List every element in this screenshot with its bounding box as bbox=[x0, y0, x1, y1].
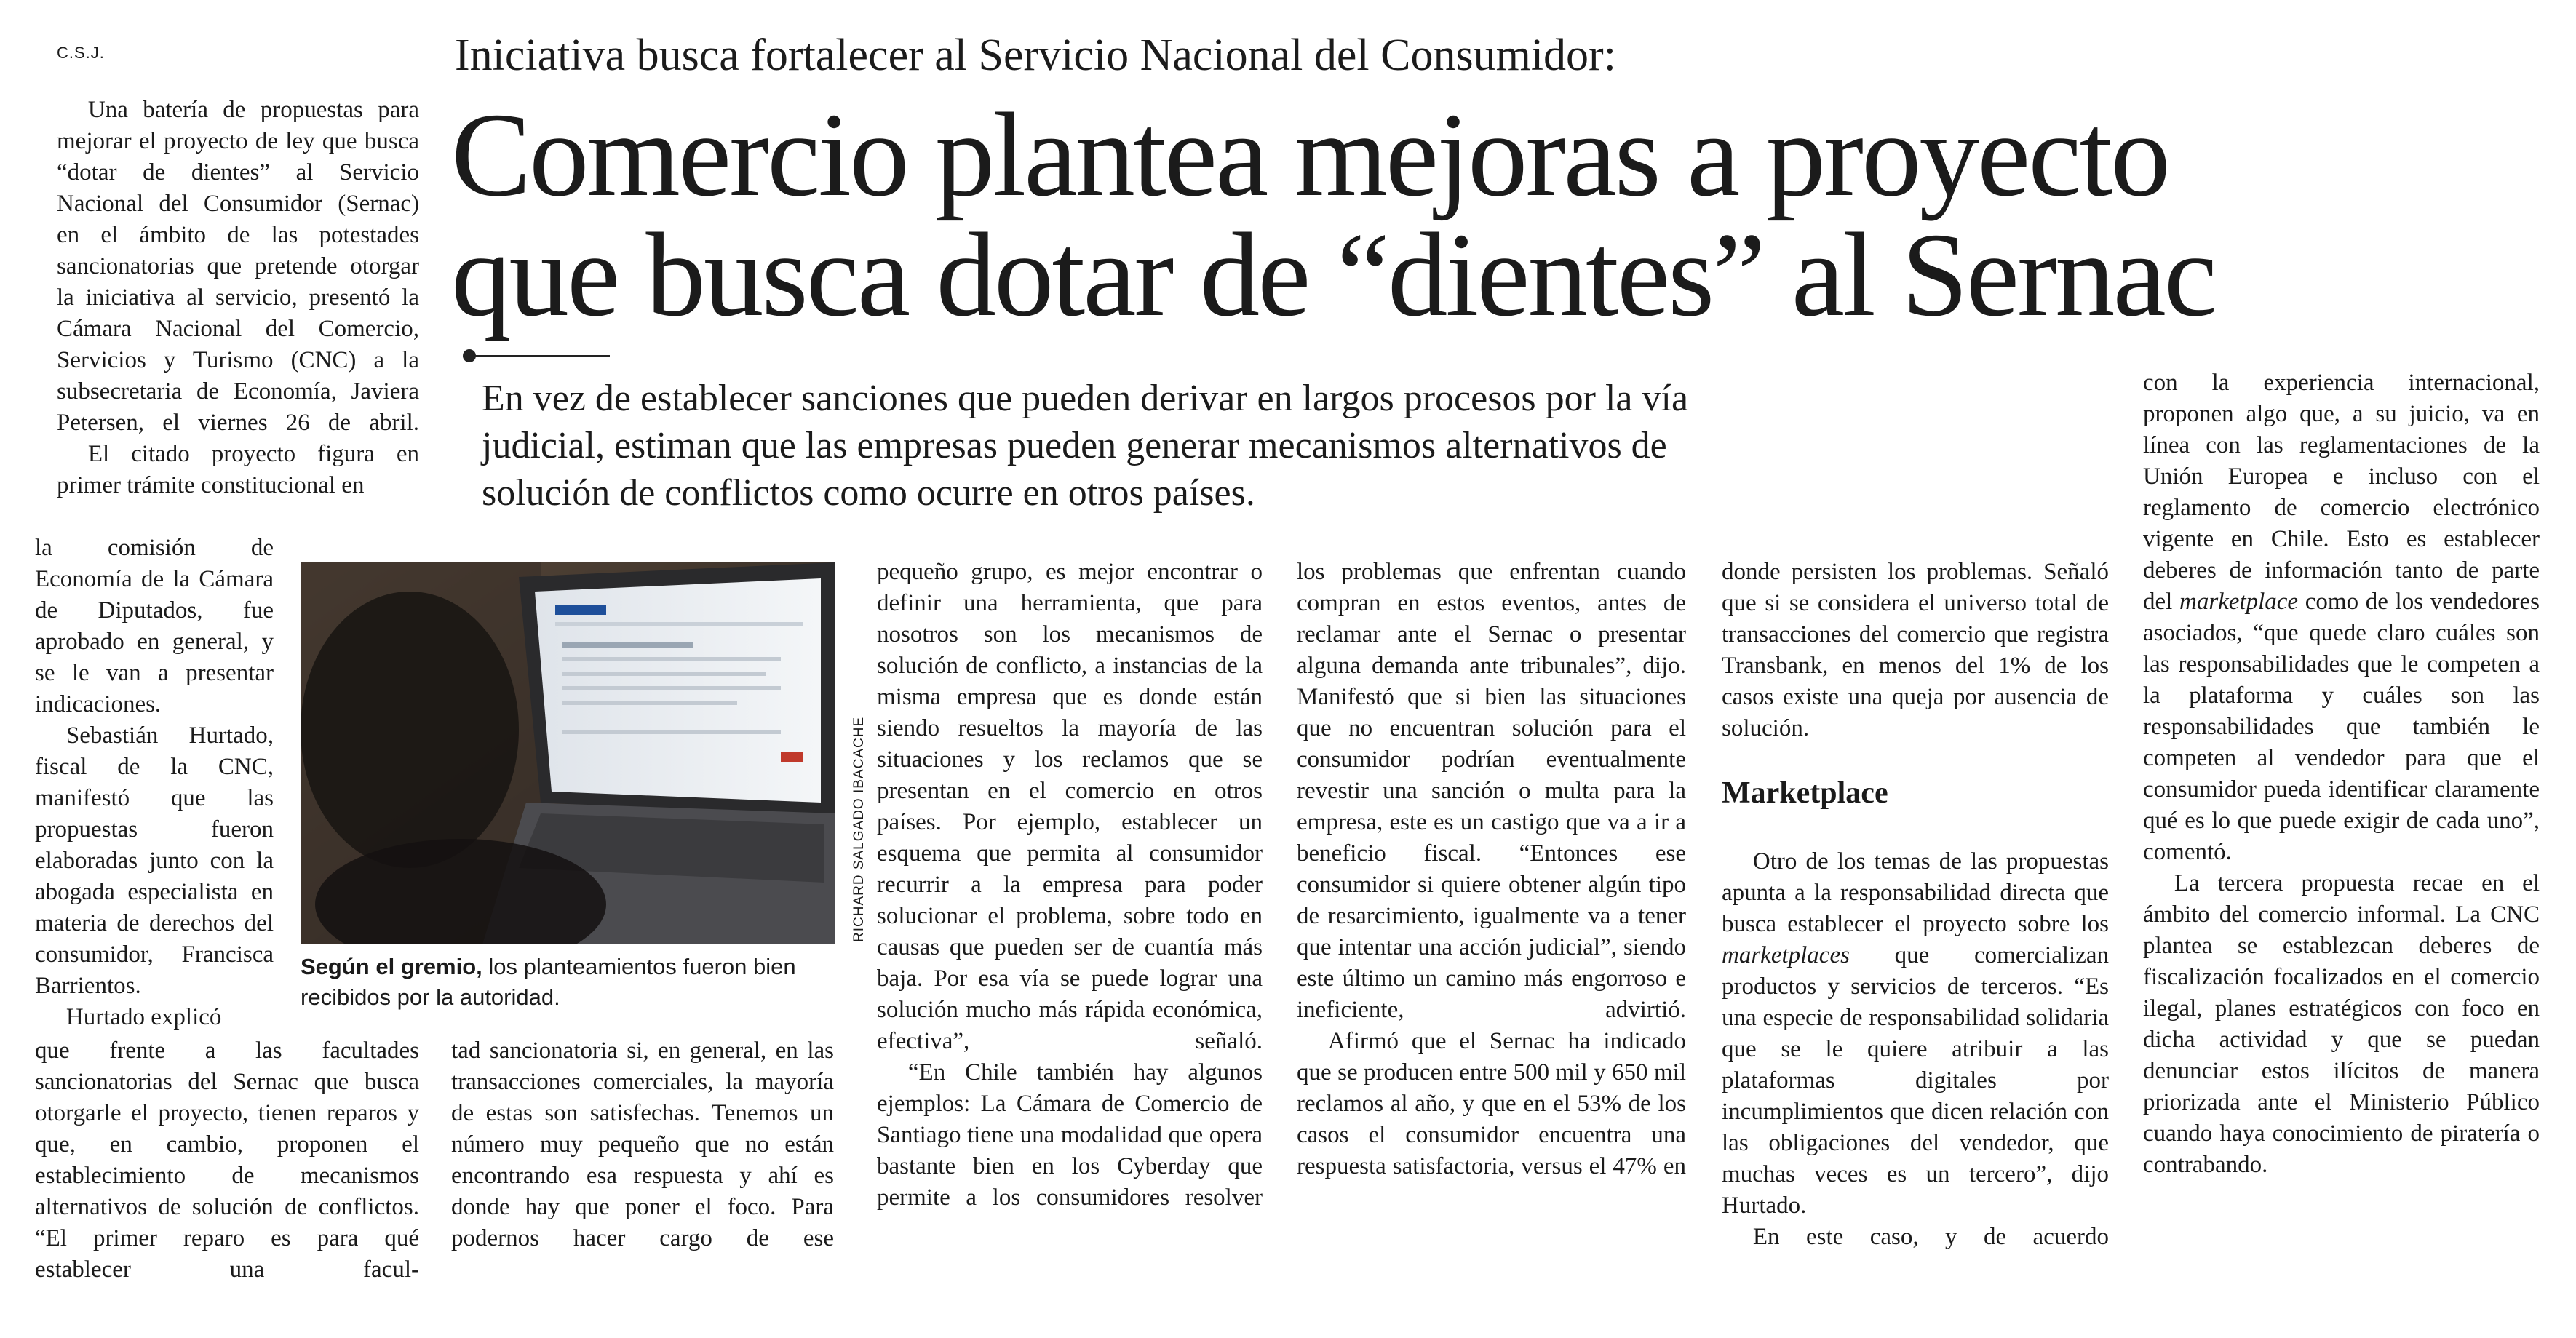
col6-p1-em: marketplace bbox=[2179, 589, 2299, 615]
divider-rule bbox=[472, 355, 610, 357]
column-6 bbox=[2143, 367, 2540, 1181]
col2-paragraph-1: tad sancionatoria si, en general, en las transacciones comerciales, la mayoría de estas son satisfechas. Tenemos un número muy pequeño que no están encontrando esa respuesta y ahí es donde hay que poner el foco. Para podernos hacer cargo de ese bbox=[451, 1038, 834, 1251]
column-1-narrow bbox=[35, 533, 274, 1033]
column-2 bbox=[451, 1035, 834, 1254]
col4-paragraph-2: Afirmó que el Sernac ha indicado que se producen entre 500 mil y 650 mil reclamos al año, y que en el 53% de los casos el consumidor encuentra una respuesta satisfactoria, versus el 47% en bbox=[1297, 1028, 1686, 1179]
column-1-bottom bbox=[35, 1035, 419, 1286]
column-3 bbox=[877, 557, 1263, 1214]
lede bbox=[482, 375, 2068, 517]
caption-text: los planteamientos fueron bien recibidos por la autoridad. bbox=[301, 954, 796, 1010]
col4-paragraph-1: los problemas que enfrentan cuando compran en estos eventos, antes de reclamar ante el Sernac o presentar alguna demanda ante tribunales”, dijo. Manifestó que si bien las situaciones que no encuentran solución para el consumidor podrían eventualmente revestir una sanción o multa para la empresa, este es un castigo que va a ir a beneficio fiscal. “Entonces ese consumidor si quiere obtener algún tipo de resarcimiento, igualmente va a tener que intentar una acción judicial”, siendo este último un camino más engorroso e ineficiente, advirtió. bbox=[1297, 559, 1686, 1023]
col3-paragraph-2: “En Chile también hay algunos ejemplos: La Cámara de Comercio de Santiago tiene una modalidad que opera bastante bien en los Cyberday que permite a los consumidores resolver bbox=[877, 1059, 1263, 1211]
col1-paragraph-4a: Hurtado explicó bbox=[65, 1004, 222, 1030]
col6-p1-end: como de los vendedores asociados, “que quede claro cuáles son las responsabilidades que le competen a la plataforma y cuáles son las responsabilidades que también le competen al vendedor para que el consumidor pueda identificar claramente qué es lo que puede exigir de cada uno”, comentó. bbox=[2143, 589, 2540, 865]
bullet-dot-icon bbox=[463, 349, 476, 362]
photo-caption bbox=[301, 952, 854, 1013]
col6-paragraph-2: La tercera propuesta recae en el ámbito del comercio informal. La CNC plantea se establezcan deberes de fiscalización focalizados en el comercio ilegal, planes estratégicos con foco en dicha actividad y que se puedan denunciar estos ilícitos de manera priorizada ante el Ministerio Público cuando haya conocimiento de piratería o contrabando. bbox=[2143, 870, 2540, 1178]
column-1-top bbox=[57, 95, 419, 501]
caption-lead: Según el gremio, bbox=[301, 954, 482, 979]
col6-paragraph-1 bbox=[2143, 367, 2540, 868]
byline: C.S.J. bbox=[57, 44, 105, 62]
col1-paragraph-3: Sebastián Hurtado, fiscal de la CNC, manifestó que las propuestas fueron elaboradas junto con la abogada especialista en materia de derechos del consumidor, Francisca Barrientos. bbox=[35, 722, 274, 999]
col5-p2-em: marketplaces bbox=[1722, 942, 1850, 969]
laptop-photo bbox=[301, 562, 835, 944]
col1-paragraph-2b: la comisión de Economía de la Cámara de Diputados, fue aprobado en general, y se le van a presentar indicaciones. bbox=[35, 535, 274, 717]
col1-paragraph-2a: El citado proyecto figura en primer trámite constitucional en bbox=[57, 441, 419, 498]
col3-paragraph-1: pequeño grupo, es mejor encontrar o definir una herramienta, que para nosotros son los mecanismos de solución de conflicto, a instancias de la misma empresa que es donde están siendo resueltos la mayoría de las situaciones y los reclamos que se presentan en el comercio en otros países. Por ejemplo, establecer un esquema que permita al consumidor recurrir a la empresa para poder solucionar el problema, sobre todo en causas que pueden ser de cuantía más baja. Por esa vía se puede lograr una solución mucho más rápida económica, efectiva”, señaló. bbox=[877, 559, 1263, 1054]
col5-paragraph-2 bbox=[1722, 846, 2109, 1222]
photo-credit-text: RICHARD SALGADO IBACACHE bbox=[851, 716, 867, 942]
column-4 bbox=[1297, 557, 1686, 1182]
kicker: Iniciativa busca fortalecer al Servicio Nacional del Consumidor: bbox=[455, 31, 1616, 80]
headline-line-2: que busca dotar de “dientes” al Sernac bbox=[451, 208, 2216, 341]
col6-p1-start: con la experiencia internacional, proponen algo que, a su juicio, va en línea con las reglamentaciones de la Unión Europea e incluso con el reglamento de comercio electrónico vigente en Chile. Esto es establecer deberes de información tanto de parte del bbox=[2143, 370, 2540, 615]
subhead-marketplace: Marketplace bbox=[1722, 776, 1888, 810]
lede-line-2: judicial, estiman que las empresas pueden generar mecanismos alternativos de bbox=[482, 425, 1667, 466]
col5-paragraph-1: donde persisten los problemas. Señaló que si se considera el universo total de transacciones del comercio que registra Transbank, en menos del 1% de los casos existe una queja por ausencia de solución. bbox=[1722, 559, 2109, 741]
column-5 bbox=[1722, 557, 2109, 1253]
col5-p2-start: Otro de los temas de las propuestas apunta a la responsabilidad directa que busca establecer el proyecto sobre los bbox=[1722, 848, 2109, 938]
lede-line-1: En vez de establecer sanciones que pueden derivar en largos procesos por la vía bbox=[482, 378, 1689, 419]
headline-line-1: Comercio plantea mejoras a proyecto bbox=[451, 88, 2168, 221]
headline bbox=[451, 88, 2525, 341]
col1-paragraph-4b: que frente a las facultades sancionatorias del Sernac que busca otorgarle el proyecto, tienen reparos y que, en cambio, proponen el establecimiento de mecanismos alternativos de solución de conflictos. “El primer reparo es para qué establecer una facul- bbox=[35, 1038, 419, 1283]
lede-line-3: solución de conflictos como ocurre en otros países. bbox=[482, 472, 1255, 514]
col1-paragraph-1: Una batería de propuestas para mejorar el proyecto de ley que busca “dotar de dientes” al Servicio Nacional del Consumidor (Sernac) en el ámbito de las potestades sancionatorias que pretende otorgar la iniciativa al servicio, presentó la Cámara Nacional del Comercio, Servicios y Turismo (CNC) a la subsecretaria de Economía, Javiera Petersen, el viernes 26 de abril. bbox=[57, 97, 419, 436]
col5-p2-end: que comercializan productos y servicios de terceros. “Es una especie de responsabilidad solidaria que se le quiere atribuir a las plataformas digitales por incumplimientos que dicen relación con las obligaciones del vendedor, que muchas veces es un tercero”, dijo Hurtado. bbox=[1722, 942, 2109, 1219]
col5-paragraph-3: En este caso, y de acuerdo bbox=[1752, 1224, 2109, 1251]
